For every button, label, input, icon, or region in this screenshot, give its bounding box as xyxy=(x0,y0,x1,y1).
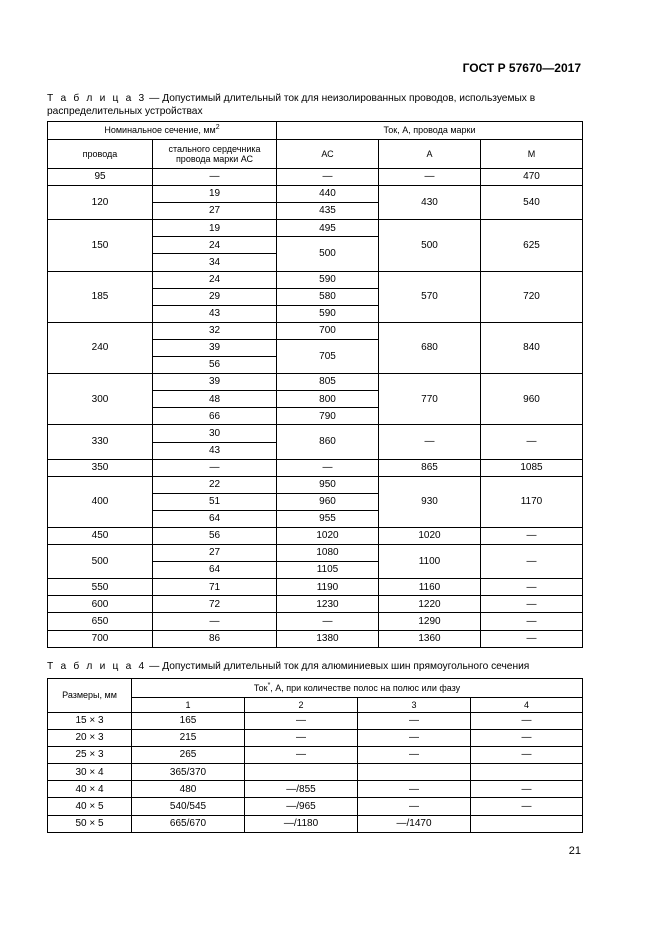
cell: 470 xyxy=(481,169,583,186)
cell: 650 xyxy=(48,613,153,630)
table3-caption-text: — Допустимый длительный ток для неизолированных проводов, используемых в распределительных устройствах xyxy=(47,93,536,117)
head-current-rest: , А, при количестве полос на полюс или фазу xyxy=(270,682,461,693)
cell: 1085 xyxy=(481,459,583,476)
table-row xyxy=(48,747,583,764)
cell: 680 xyxy=(379,322,481,373)
cell: 64 xyxy=(153,510,277,527)
cell: 32 xyxy=(153,322,277,339)
table3-head-ac: АС xyxy=(277,140,379,169)
document-header: ГОСТ Р 57670—2017 xyxy=(462,61,581,75)
cell: 185 xyxy=(48,271,153,322)
cell: 48 xyxy=(153,391,277,408)
table3-head-m: М xyxy=(481,140,583,169)
cell: 330 xyxy=(48,425,153,459)
cell: — xyxy=(245,747,358,764)
table-row xyxy=(48,271,583,288)
cell: 150 xyxy=(48,220,153,271)
cell: 570 xyxy=(379,271,481,322)
table3-head-steel: стального сердечника провода марки АС xyxy=(153,140,277,169)
cell: 1220 xyxy=(379,596,481,613)
cell: 625 xyxy=(481,220,583,271)
table4-head-c2: 2 xyxy=(245,698,358,713)
table-row xyxy=(48,713,583,730)
cell: 15 × 3 xyxy=(48,713,132,730)
cell: 500 xyxy=(379,220,481,271)
table-row xyxy=(48,730,583,747)
cell: 805 xyxy=(277,374,379,391)
cell: — xyxy=(153,169,277,186)
cell: — xyxy=(277,459,379,476)
cell: 40 × 5 xyxy=(48,798,132,815)
table4-head-c1: 1 xyxy=(132,698,245,713)
table4-head-c3: 3 xyxy=(358,698,471,713)
cell: 34 xyxy=(153,254,277,271)
cell: 600 xyxy=(48,596,153,613)
table-row xyxy=(48,374,583,391)
cell: 960 xyxy=(481,374,583,425)
table-row xyxy=(48,596,583,613)
head-current-main: Ток xyxy=(253,682,268,693)
head-nominal-sup: 2 xyxy=(215,124,220,132)
cell: 540/545 xyxy=(132,798,245,815)
cell: 1170 xyxy=(481,476,583,527)
cell: 950 xyxy=(277,476,379,493)
cell: 64 xyxy=(153,562,277,579)
cell: 66 xyxy=(153,408,277,425)
cell: — xyxy=(358,798,471,815)
table3-head-nominal xyxy=(48,122,277,140)
table-row xyxy=(48,527,583,544)
table-row xyxy=(48,425,583,442)
cell: 165 xyxy=(132,713,245,730)
cell: 19 xyxy=(153,220,277,237)
table-row xyxy=(48,186,583,203)
table-row xyxy=(48,220,583,237)
cell: 770 xyxy=(379,374,481,425)
cell: 1020 xyxy=(277,527,379,544)
cell: 450 xyxy=(48,527,153,544)
cell: 120 xyxy=(48,186,153,220)
table4-caption-label: Т а б л и ц а 4 xyxy=(47,661,147,672)
cell: 265 xyxy=(132,747,245,764)
table3-head-current: Ток, А, провода марки xyxy=(277,122,583,140)
cell: 435 xyxy=(277,203,379,220)
cell: 27 xyxy=(153,545,277,562)
table3-subheader-row xyxy=(48,140,583,169)
table4 xyxy=(47,678,583,833)
cell: — xyxy=(153,613,277,630)
cell: 25 × 3 xyxy=(48,747,132,764)
cell: 500 xyxy=(277,237,379,271)
cell xyxy=(245,764,358,781)
table-row xyxy=(48,459,583,476)
cell: 39 xyxy=(153,374,277,391)
cell: 240 xyxy=(48,322,153,373)
cell: 71 xyxy=(153,579,277,596)
cell: — xyxy=(481,630,583,647)
cell: — xyxy=(379,425,481,459)
cell: 350 xyxy=(48,459,153,476)
cell: 19 xyxy=(153,186,277,203)
cell: 955 xyxy=(277,510,379,527)
table4-caption-text: — Допустимый длительный ток для алюминиевых шин прямоугольного сечения xyxy=(146,661,530,672)
table4-head-c4: 4 xyxy=(471,698,583,713)
cell: 30 xyxy=(153,425,277,442)
cell: 1290 xyxy=(379,613,481,630)
cell: 720 xyxy=(481,271,583,322)
cell: — xyxy=(471,730,583,747)
cell: 1105 xyxy=(277,562,379,579)
table3-caption xyxy=(47,92,587,118)
cell: 580 xyxy=(277,288,379,305)
cell: 43 xyxy=(153,442,277,459)
cell: 860 xyxy=(277,425,379,459)
page-number: 21 xyxy=(568,845,581,857)
cell: 1080 xyxy=(277,545,379,562)
cell: 30 × 4 xyxy=(48,764,132,781)
table3-caption-label: Т а б л и ц а 3 xyxy=(47,93,147,104)
cell: —/855 xyxy=(245,781,358,798)
cell: 480 xyxy=(132,781,245,798)
cell: — xyxy=(153,459,277,476)
cell: 40 × 4 xyxy=(48,781,132,798)
cell: 540 xyxy=(481,186,583,220)
cell: — xyxy=(481,527,583,544)
cell: —/965 xyxy=(245,798,358,815)
table-row xyxy=(48,476,583,493)
cell: 1020 xyxy=(379,527,481,544)
cell: 960 xyxy=(277,493,379,510)
cell: 215 xyxy=(132,730,245,747)
cell: 20 × 3 xyxy=(48,730,132,747)
cell: 56 xyxy=(153,357,277,374)
cell: — xyxy=(358,713,471,730)
head-current-sup: * xyxy=(267,681,271,689)
table-row xyxy=(48,815,583,832)
table-row xyxy=(48,579,583,596)
table4-head-current xyxy=(132,679,583,698)
table-row xyxy=(48,169,583,186)
table-row xyxy=(48,764,583,781)
table4-header-row xyxy=(48,679,583,698)
table3-head-a: А xyxy=(379,140,481,169)
cell: 1380 xyxy=(277,630,379,647)
cell: 590 xyxy=(277,305,379,322)
cell: — xyxy=(358,747,471,764)
cell: 24 xyxy=(153,271,277,288)
table-row xyxy=(48,781,583,798)
head-nominal-text: Номинальное сечение, мм xyxy=(104,125,216,136)
cell: 39 xyxy=(153,339,277,356)
cell: — xyxy=(471,798,583,815)
cell: 300 xyxy=(48,374,153,425)
cell: 700 xyxy=(277,322,379,339)
cell: 590 xyxy=(277,271,379,288)
cell: 43 xyxy=(153,305,277,322)
cell: — xyxy=(358,730,471,747)
cell: 665/670 xyxy=(132,815,245,832)
cell: 50 × 5 xyxy=(48,815,132,832)
cell: 800 xyxy=(277,391,379,408)
cell: 24 xyxy=(153,237,277,254)
cell: — xyxy=(245,730,358,747)
cell: 51 xyxy=(153,493,277,510)
cell: 865 xyxy=(379,459,481,476)
cell: 700 xyxy=(48,630,153,647)
cell: —/1470 xyxy=(358,815,471,832)
cell: 1190 xyxy=(277,579,379,596)
cell: 430 xyxy=(379,186,481,220)
cell: 1230 xyxy=(277,596,379,613)
cell: 72 xyxy=(153,596,277,613)
cell xyxy=(358,764,471,781)
table-row xyxy=(48,545,583,562)
cell: 95 xyxy=(48,169,153,186)
cell: — xyxy=(481,545,583,579)
table-row xyxy=(48,322,583,339)
cell xyxy=(471,815,583,832)
cell: 365/370 xyxy=(132,764,245,781)
cell: 1160 xyxy=(379,579,481,596)
cell: 930 xyxy=(379,476,481,527)
cell: —/1180 xyxy=(245,815,358,832)
cell: 840 xyxy=(481,322,583,373)
cell: — xyxy=(481,613,583,630)
cell: 1360 xyxy=(379,630,481,647)
cell: 1100 xyxy=(379,545,481,579)
cell: — xyxy=(471,781,583,798)
cell: 22 xyxy=(153,476,277,493)
cell: — xyxy=(358,781,471,798)
table-row xyxy=(48,613,583,630)
table-row xyxy=(48,798,583,815)
cell: 29 xyxy=(153,288,277,305)
cell: — xyxy=(277,613,379,630)
table4-caption xyxy=(47,660,587,673)
cell xyxy=(471,764,583,781)
table-row xyxy=(48,630,583,647)
table3-header-row xyxy=(48,122,583,140)
cell: — xyxy=(471,713,583,730)
cell: 705 xyxy=(277,339,379,373)
cell: 440 xyxy=(277,186,379,203)
cell: 790 xyxy=(277,408,379,425)
cell: 86 xyxy=(153,630,277,647)
cell: — xyxy=(471,747,583,764)
table3-head-wire: провода xyxy=(48,140,153,169)
cell: — xyxy=(245,713,358,730)
table3 xyxy=(47,121,583,648)
cell: — xyxy=(379,169,481,186)
cell: 495 xyxy=(277,220,379,237)
cell: — xyxy=(277,169,379,186)
cell: 27 xyxy=(153,203,277,220)
cell: — xyxy=(481,425,583,459)
cell: — xyxy=(481,579,583,596)
cell: 500 xyxy=(48,545,153,579)
cell: — xyxy=(481,596,583,613)
cell: 400 xyxy=(48,476,153,527)
table4-head-size: Размеры, мм xyxy=(48,679,132,713)
cell: 56 xyxy=(153,527,277,544)
cell: 550 xyxy=(48,579,153,596)
